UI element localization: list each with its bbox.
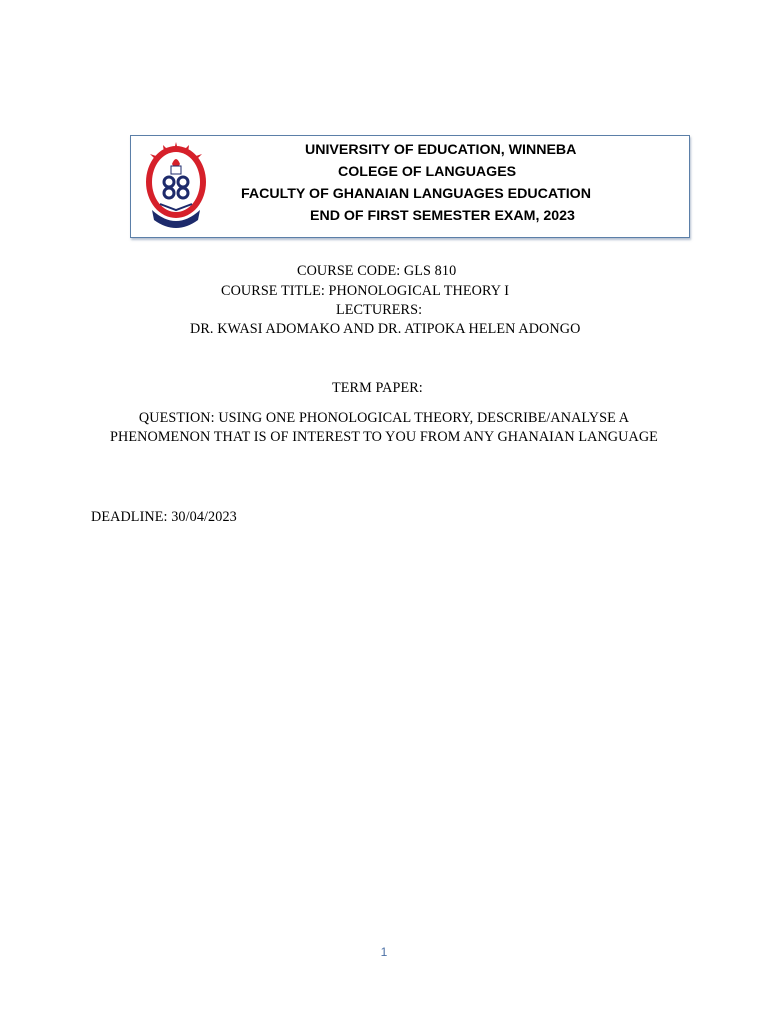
course-code: COURSE CODE: GLS 810 [297,263,457,279]
exam-title: END OF FIRST SEMESTER EXAM, 2023 [310,208,575,224]
page-number: 1 [380,945,388,959]
deadline: DEADLINE: 30/04/2023 [91,509,237,525]
question-text: QUESTION: USING ONE PHONOLOGICAL THEORY, DESCRIBE/ANALYSE A PHENOMENON THAT IS OF INTEREST TO YOU FROM ANY GHANAIAN LANGUAGE [110,410,658,445]
lecturers-names: DR. KWASI ADOMAKO AND DR. ATIPOKA HELEN ADONGO [190,321,581,337]
course-title: COURSE TITLE: PHONOLOGICAL THEORY I [221,283,510,299]
university-crest-icon [138,140,214,230]
lecturers-label: LECTURERS: [336,302,423,318]
university-name: UNIVERSITY OF EDUCATION, WINNEBA [305,142,577,158]
college-name: COLEGE OF LANGUAGES [338,164,517,180]
term-paper-label: TERM PAPER: [332,380,423,396]
faculty-name: FACULTY OF GHANAIAN LANGUAGES EDUCATION [241,186,591,202]
